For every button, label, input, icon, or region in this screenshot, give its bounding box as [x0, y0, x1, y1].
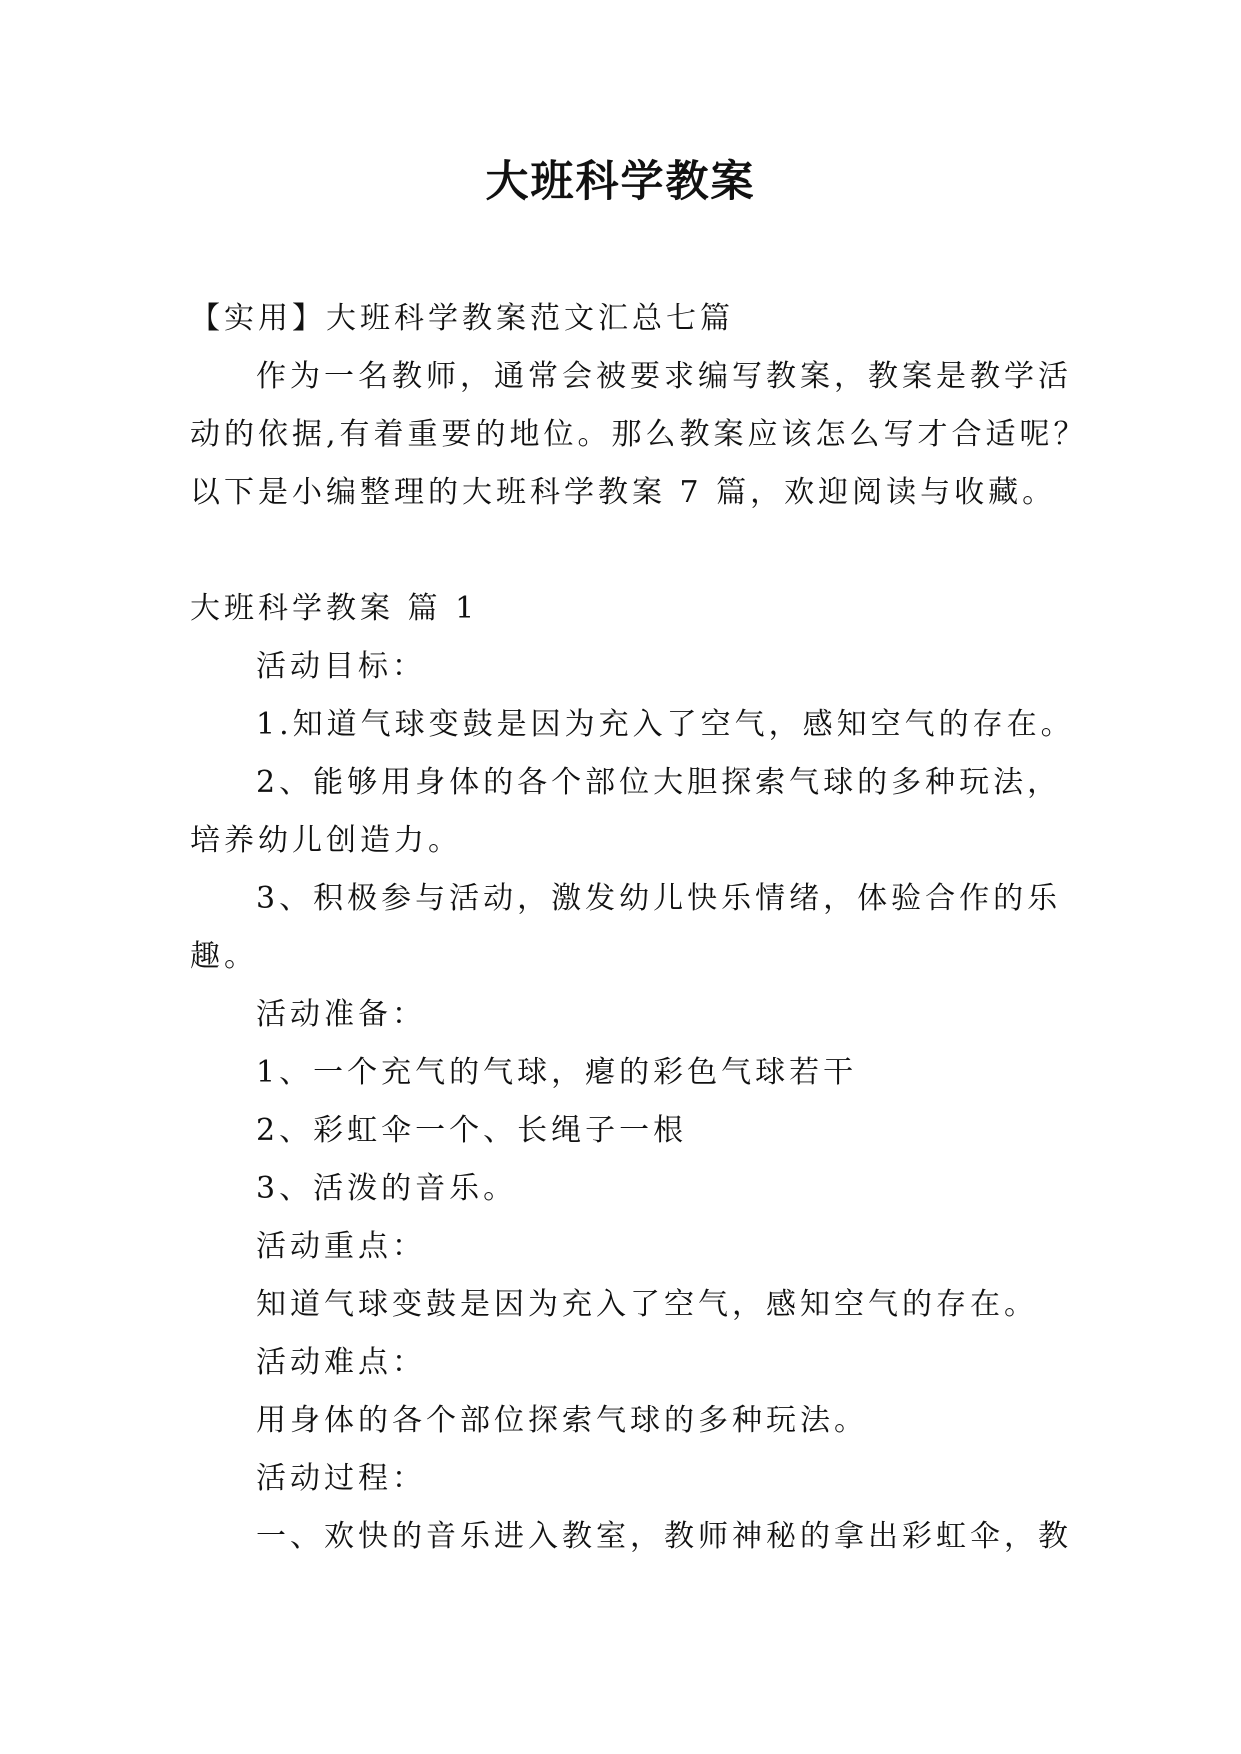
body-line: 活动重点： [256, 1229, 426, 1264]
body-line: 3、积极参与活动，激发幼儿快乐情绪，体验合作的乐 [256, 881, 1062, 916]
body-line: 活动目标： [256, 649, 426, 684]
body-line: 2、能够用身体的各个部位大胆探索气球的多种玩法， [256, 765, 1062, 800]
body-line: 1、一个充气的气球，瘪的彩色气球若干 [256, 1055, 858, 1090]
intro-line: 以下是小编整理的大班科学教案 7 篇，欢迎阅读与收藏。 [190, 475, 1057, 510]
body-line: 活动过程： [256, 1461, 426, 1496]
intro-line: 动的依据,有着重要的地位。那么教案应该怎么写才合适呢？ [190, 417, 1088, 452]
body-line: 用身体的各个部位探索气球的多种玩法。 [256, 1403, 868, 1438]
body-line: 3、活泼的音乐。 [256, 1171, 518, 1206]
section-heading: 大班科学教案 篇 1 [190, 591, 479, 626]
body-line: 活动难点： [256, 1345, 426, 1380]
document-title: 大班科学教案 [485, 157, 756, 207]
body-line: 2、彩虹伞一个、长绳子一根 [256, 1113, 688, 1148]
body-line: 培养幼儿创造力。 [190, 823, 462, 858]
body-line: 知道气球变鼓是因为充入了空气，感知空气的存在。 [256, 1287, 1038, 1322]
body-line: 一、欢快的音乐进入教室，教师神秘的拿出彩虹伞，教 [256, 1519, 1072, 1554]
body-line: 趣。 [190, 939, 258, 974]
body-line: 1.知道气球变鼓是因为充入了空气，感知空气的存在。 [256, 707, 1075, 742]
paragraph-gap [190, 522, 1050, 580]
document-body [190, 290, 1088, 1566]
intro-line: 作为一名教师，通常会被要求编写教案，教案是教学活 [256, 359, 1072, 394]
subtitle-line: 【实用】大班科学教案范文汇总七篇 [190, 301, 734, 336]
body-line: 活动准备： [256, 997, 426, 1032]
